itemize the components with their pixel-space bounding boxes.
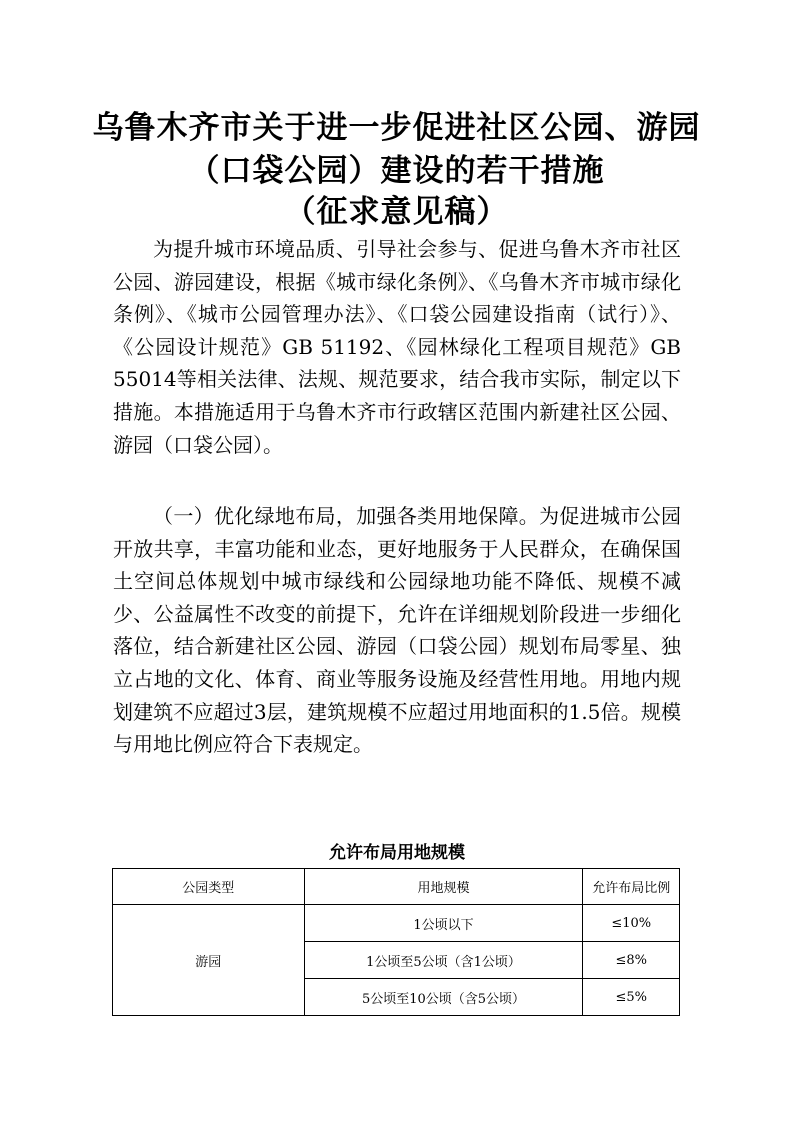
land-scale-cell: 1公顷至5公顷（含1公顷） [304, 942, 583, 979]
land-scale-table [112, 868, 680, 1016]
park-type-cell: 游园 [113, 905, 305, 1016]
header-land-scale: 用地规模 [304, 869, 583, 905]
land-scale-cell: 5公顷至10公顷（含5公顷） [304, 979, 583, 1016]
intro-paragraph: 为提升城市环境品质、引导社会参与、促进乌鲁木齐市社区公园、游园建设，根据《城市绿化条例》、《乌鲁木齐市城市绿化条例》、《城市公园管理办法》、《口袋公园建设指南（试行）》、《公园设计规范》GB 51192、《园林绿化工程项目规范》GB 55014等相关法律、法规、规范要求，结合我市实际，制定以下措施。本措施适用于乌鲁木齐市行政辖区范围内新建社区公园、游园（口袋公园）。 [113, 237, 681, 457]
table-row [113, 905, 680, 942]
header-allowed-ratio: 允许布局比例 [583, 869, 680, 905]
allowed-ratio-cell: ≤8% [583, 942, 680, 979]
table-header-row [113, 869, 680, 905]
document-title-line-1: 乌鲁木齐市关于进一步促进社区公园、游园 [92, 110, 701, 146]
allowed-ratio-cell: ≤10% [583, 905, 680, 942]
document-subtitle: （征求意见稿） [284, 194, 509, 230]
table-caption: 允许布局用地规模 [329, 843, 465, 863]
header-park-type: 公园类型 [113, 869, 305, 905]
document-title-line-2: （口袋公园）建设的若干措施 [188, 153, 605, 189]
allowed-ratio-cell: ≤5% [583, 979, 680, 1016]
measure-1-paragraph: （一）优化绿地布局，加强各类用地保障。为促进城市公园开放共享，丰富功能和业态，更好地服务于人民群众，在确保国土空间总体规划中城市绿线和公园绿地功能不降低、规模不减少、公益属性不改变的前提下，允许在详细规划阶段进一步细化落位，结合新建社区公园、游园（口袋公园）规划布局零星、独立占地的文化、体育、商业等服务设施及经营性用地。用地内规划建筑不应超过3层，建筑规模不应超过用地面积的1.5倍。规模与用地比例应符合下表规定。 [113, 504, 681, 757]
land-scale-cell: 1公顷以下 [304, 905, 583, 942]
